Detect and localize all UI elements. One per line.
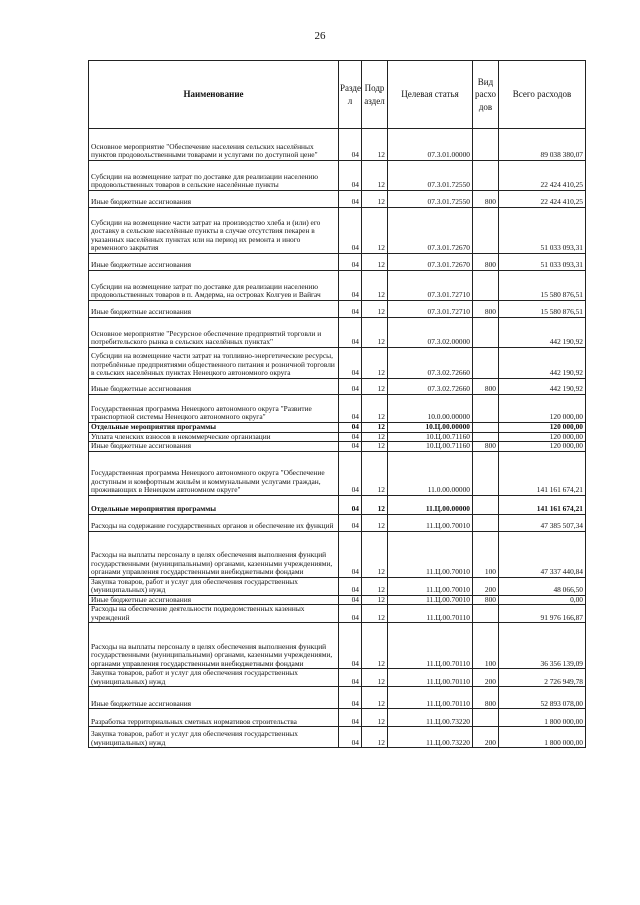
row-podrazdel: 12 bbox=[362, 379, 388, 395]
row-sum: 442 190,92 bbox=[499, 348, 586, 379]
row-razdel: 04 bbox=[339, 432, 362, 442]
row-sum: 15 580 876,51 bbox=[499, 301, 586, 318]
row-statya: 07.3.02.00000 bbox=[388, 318, 473, 348]
row-vid: 100 bbox=[473, 623, 499, 669]
row-podrazdel: 12 bbox=[362, 451, 388, 495]
row-podrazdel: 12 bbox=[362, 161, 388, 191]
row-statya: 10.Ц.00.71160 bbox=[388, 442, 473, 452]
row-podrazdel: 12 bbox=[362, 129, 388, 161]
row-name: Разработка территориальных сметных нормативов строительства bbox=[89, 709, 339, 727]
row-vid bbox=[473, 514, 499, 531]
row-razdel: 04 bbox=[339, 348, 362, 379]
row-razdel: 04 bbox=[339, 669, 362, 687]
row-statya: 11.Ц.00.70010 bbox=[388, 514, 473, 531]
row-podrazdel: 12 bbox=[362, 495, 388, 514]
header-statya: Целевая статья bbox=[388, 61, 473, 129]
table-row bbox=[89, 514, 586, 531]
row-vid bbox=[473, 271, 499, 301]
row-sum: 47 337 440,84 bbox=[499, 531, 586, 577]
row-vid: 800 bbox=[473, 595, 499, 605]
row-statya: 07.3.01.72710 bbox=[388, 271, 473, 301]
row-name: Иные бюджетные ассигнования bbox=[89, 687, 339, 709]
row-vid: 800 bbox=[473, 442, 499, 452]
row-statya: 10.Ц.00.00000 bbox=[388, 423, 473, 433]
row-sum: 120 000,00 bbox=[499, 423, 586, 433]
row-podrazdel: 12 bbox=[362, 301, 388, 318]
row-podrazdel: 12 bbox=[362, 605, 388, 623]
row-vid: 200 bbox=[473, 577, 499, 595]
row-razdel: 04 bbox=[339, 687, 362, 709]
row-sum: 442 190,92 bbox=[499, 379, 586, 395]
row-podrazdel: 12 bbox=[362, 442, 388, 452]
row-podrazdel: 12 bbox=[362, 432, 388, 442]
row-sum: 141 161 674,21 bbox=[499, 495, 586, 514]
row-sum: 120 000,00 bbox=[499, 432, 586, 442]
row-razdel: 04 bbox=[339, 271, 362, 301]
row-name: Иные бюджетные ассигнования bbox=[89, 379, 339, 395]
row-vid: 100 bbox=[473, 531, 499, 577]
table-row bbox=[89, 379, 586, 395]
table-row bbox=[89, 254, 586, 271]
budget-table bbox=[88, 60, 586, 748]
row-vid: 200 bbox=[473, 669, 499, 687]
row-sum: 48 066,50 bbox=[499, 577, 586, 595]
table-row bbox=[89, 451, 586, 495]
row-vid bbox=[473, 432, 499, 442]
row-vid bbox=[473, 161, 499, 191]
row-sum: 2 726 949,78 bbox=[499, 669, 586, 687]
table-row bbox=[89, 129, 586, 161]
row-podrazdel: 12 bbox=[362, 577, 388, 595]
row-name: Государственная программа Ненецкого автономного округа "Развитие транспортной системы Ненецкого автономного округа" bbox=[89, 395, 339, 423]
page-number: 26 bbox=[314, 30, 326, 42]
row-razdel: 04 bbox=[339, 442, 362, 452]
row-vid bbox=[473, 348, 499, 379]
row-vid bbox=[473, 709, 499, 727]
row-razdel: 04 bbox=[339, 595, 362, 605]
row-statya: 07.3.01.72670 bbox=[388, 254, 473, 271]
row-statya: 11.Ц.00.73220 bbox=[388, 727, 473, 748]
row-name: Субсидии на возмещение части затрат на топливно-энергетические ресурсы, потреблённые предприятиями общественного питания и розничной торговли в сельских населённых пунктах Ненецкого автономного округа bbox=[89, 348, 339, 379]
row-statya: 07.3.01.72550 bbox=[388, 191, 473, 208]
row-statya: 07.3.01.72710 bbox=[388, 301, 473, 318]
table-row bbox=[89, 495, 586, 514]
table-row bbox=[89, 623, 586, 669]
row-name: Государственная программа Ненецкого автономного округа "Обеспечение доступным и комфортным жильём и коммунальными услугами граждан, проживающих в Ненецком автономном округе" bbox=[89, 451, 339, 495]
row-razdel: 04 bbox=[339, 301, 362, 318]
row-podrazdel: 12 bbox=[362, 595, 388, 605]
row-vid: 800 bbox=[473, 687, 499, 709]
row-vid bbox=[473, 451, 499, 495]
row-name: Отдельные мероприятия программы bbox=[89, 423, 339, 433]
row-statya: 11.Ц.00.70110 bbox=[388, 687, 473, 709]
header-vid: Вид расхо дов bbox=[473, 61, 499, 129]
row-name: Закупка товаров, работ и услуг для обеспечения государственных (муниципальных) нужд bbox=[89, 669, 339, 687]
row-razdel: 04 bbox=[339, 318, 362, 348]
row-statya: 07.3.01.72550 bbox=[388, 161, 473, 191]
row-sum: 51 033 093,31 bbox=[499, 254, 586, 271]
row-name: Субсидии на возмещение затрат по доставке для реализации населению продовольственных товаров в п. Амдерма, на островах Колгуев и Вайгач bbox=[89, 271, 339, 301]
table-row bbox=[89, 208, 586, 254]
row-vid bbox=[473, 208, 499, 254]
table-row bbox=[89, 423, 586, 433]
row-name: Закупка товаров, работ и услуг для обеспечения государственных (муниципальных) нужд bbox=[89, 727, 339, 748]
row-vid bbox=[473, 605, 499, 623]
table-row bbox=[89, 669, 586, 687]
row-vid bbox=[473, 318, 499, 348]
row-sum: 36 356 139,09 bbox=[499, 623, 586, 669]
row-razdel: 04 bbox=[339, 605, 362, 623]
table-row bbox=[89, 687, 586, 709]
row-podrazdel: 12 bbox=[362, 395, 388, 423]
row-sum: 1 800 000,00 bbox=[499, 709, 586, 727]
row-podrazdel: 12 bbox=[362, 709, 388, 727]
row-name: Основное мероприятие "Ресурсное обеспечение предприятий торговли и потребительского рынка в сельских населённых пунктах" bbox=[89, 318, 339, 348]
row-sum: 442 190,92 bbox=[499, 318, 586, 348]
row-razdel: 04 bbox=[339, 423, 362, 433]
row-podrazdel: 12 bbox=[362, 208, 388, 254]
table-row bbox=[89, 577, 586, 595]
row-razdel: 04 bbox=[339, 531, 362, 577]
row-statya: 11.Ц.00.73220 bbox=[388, 709, 473, 727]
table-row bbox=[89, 318, 586, 348]
table-row bbox=[89, 727, 586, 748]
row-razdel: 04 bbox=[339, 208, 362, 254]
row-statya: 11.Ц.00.70010 bbox=[388, 531, 473, 577]
row-podrazdel: 12 bbox=[362, 623, 388, 669]
table-row bbox=[89, 191, 586, 208]
table-body bbox=[89, 129, 586, 748]
row-name: Расходы на выплаты персоналу в целях обеспечения выполнения функций государственными (муниципальными) органами, казенными учреждениями, органами управления государственными внебюджетными фондами bbox=[89, 531, 339, 577]
row-name: Расходы на выплаты персоналу в целях обеспечения выполнения функций государственными (муниципальными) органами, казенными учреждениями, органами управления государственными внебюджетными фондами bbox=[89, 623, 339, 669]
row-sum: 52 893 078,00 bbox=[499, 687, 586, 709]
row-sum: 89 038 380,07 bbox=[499, 129, 586, 161]
table-row bbox=[89, 595, 586, 605]
table-row bbox=[89, 301, 586, 318]
row-name: Отдельные мероприятия программы bbox=[89, 495, 339, 514]
row-name: Основное мероприятие "Обеспечение населения сельских населённых пунктов продовольственными товарами и услугами по доступной цене" bbox=[89, 129, 339, 161]
row-sum: 51 033 093,31 bbox=[499, 208, 586, 254]
row-statya: 11.0.00.00000 bbox=[388, 451, 473, 495]
table-row bbox=[89, 709, 586, 727]
row-podrazdel: 12 bbox=[362, 271, 388, 301]
row-razdel: 04 bbox=[339, 495, 362, 514]
table-row bbox=[89, 395, 586, 423]
header-sum: Всего расходов bbox=[499, 61, 586, 129]
row-razdel: 04 bbox=[339, 379, 362, 395]
table-row bbox=[89, 432, 586, 442]
table-row bbox=[89, 531, 586, 577]
row-podrazdel: 12 bbox=[362, 669, 388, 687]
row-vid bbox=[473, 495, 499, 514]
row-sum: 120 000,00 bbox=[499, 395, 586, 423]
row-razdel: 04 bbox=[339, 577, 362, 595]
row-razdel: 04 bbox=[339, 623, 362, 669]
row-sum: 22 424 410,25 bbox=[499, 161, 586, 191]
row-sum: 47 385 507,34 bbox=[499, 514, 586, 531]
row-statya: 07.3.01.72670 bbox=[388, 208, 473, 254]
row-name: Субсидии на возмещение части затрат на производство хлеба и (или) его доставку в сельские населённые пункты в случае отсутствия пекарен в указанных населённых пунктах или на период их ремонта и иного временного закрытия bbox=[89, 208, 339, 254]
row-sum: 1 800 000,00 bbox=[499, 727, 586, 748]
row-name: Субсидии на возмещение затрат по доставке для реализации населению продовольственных товаров в сельские населённые пункты bbox=[89, 161, 339, 191]
row-statya: 11.Ц.00.00000 bbox=[388, 495, 473, 514]
row-vid: 800 bbox=[473, 191, 499, 208]
row-razdel: 04 bbox=[339, 254, 362, 271]
row-razdel: 04 bbox=[339, 161, 362, 191]
row-name: Иные бюджетные ассигнования bbox=[89, 254, 339, 271]
row-podrazdel: 12 bbox=[362, 727, 388, 748]
row-name: Расходы на содержание государственных органов и обеспечение их функций bbox=[89, 514, 339, 531]
row-podrazdel: 12 bbox=[362, 348, 388, 379]
row-podrazdel: 12 bbox=[362, 423, 388, 433]
row-podrazdel: 12 bbox=[362, 254, 388, 271]
header-name: Наименование bbox=[89, 61, 339, 129]
row-name: Иные бюджетные ассигнования bbox=[89, 595, 339, 605]
table-row bbox=[89, 271, 586, 301]
row-statya: 10.Ц.00.71160 bbox=[388, 432, 473, 442]
table-row bbox=[89, 161, 586, 191]
row-vid: 800 bbox=[473, 301, 499, 318]
row-statya: 11.Ц.00.70110 bbox=[388, 605, 473, 623]
row-vid: 800 bbox=[473, 379, 499, 395]
row-name: Иные бюджетные ассигнования bbox=[89, 442, 339, 452]
row-statya: 07.3.01.00000 bbox=[388, 129, 473, 161]
row-sum: 141 161 674,21 bbox=[499, 451, 586, 495]
row-sum: 120 000,00 bbox=[499, 442, 586, 452]
row-sum: 15 580 876,51 bbox=[499, 271, 586, 301]
row-statya: 11.Ц.00.70010 bbox=[388, 595, 473, 605]
row-name: Расходы на обеспечение деятельности подведомственных казенных учреждений bbox=[89, 605, 339, 623]
table-row bbox=[89, 348, 586, 379]
row-podrazdel: 12 bbox=[362, 191, 388, 208]
row-vid: 200 bbox=[473, 727, 499, 748]
row-razdel: 04 bbox=[339, 395, 362, 423]
row-podrazdel: 12 bbox=[362, 514, 388, 531]
row-razdel: 04 bbox=[339, 709, 362, 727]
row-name: Иные бюджетные ассигнования bbox=[89, 301, 339, 318]
row-statya: 07.3.02.72660 bbox=[388, 348, 473, 379]
row-statya: 11.Ц.00.70110 bbox=[388, 669, 473, 687]
row-sum: 91 976 166,87 bbox=[499, 605, 586, 623]
row-statya: 10.0.00.00000 bbox=[388, 395, 473, 423]
row-vid: 800 bbox=[473, 254, 499, 271]
row-podrazdel: 12 bbox=[362, 318, 388, 348]
row-statya: 07.3.02.72660 bbox=[388, 379, 473, 395]
row-sum: 0,00 bbox=[499, 595, 586, 605]
row-podrazdel: 12 bbox=[362, 531, 388, 577]
header-razdel: Разде л bbox=[339, 61, 362, 129]
row-podrazdel: 12 bbox=[362, 687, 388, 709]
table-row bbox=[89, 442, 586, 452]
row-vid bbox=[473, 423, 499, 433]
table-header-row bbox=[89, 61, 586, 129]
row-razdel: 04 bbox=[339, 191, 362, 208]
row-razdel: 04 bbox=[339, 514, 362, 531]
row-vid bbox=[473, 129, 499, 161]
row-razdel: 04 bbox=[339, 129, 362, 161]
row-name: Иные бюджетные ассигнования bbox=[89, 191, 339, 208]
header-podrazdel: Подр аздел bbox=[362, 61, 388, 129]
row-statya: 11.Ц.00.70010 bbox=[388, 577, 473, 595]
row-vid bbox=[473, 395, 499, 423]
row-razdel: 04 bbox=[339, 727, 362, 748]
row-name: Закупка товаров, работ и услуг для обеспечения государственных (муниципальных) нужд bbox=[89, 577, 339, 595]
row-sum: 22 424 410,25 bbox=[499, 191, 586, 208]
row-razdel: 04 bbox=[339, 451, 362, 495]
row-statya: 11.Ц.00.70110 bbox=[388, 623, 473, 669]
row-name: Уплата членских взносов в некоммерческие организации bbox=[89, 432, 339, 442]
table-row bbox=[89, 605, 586, 623]
